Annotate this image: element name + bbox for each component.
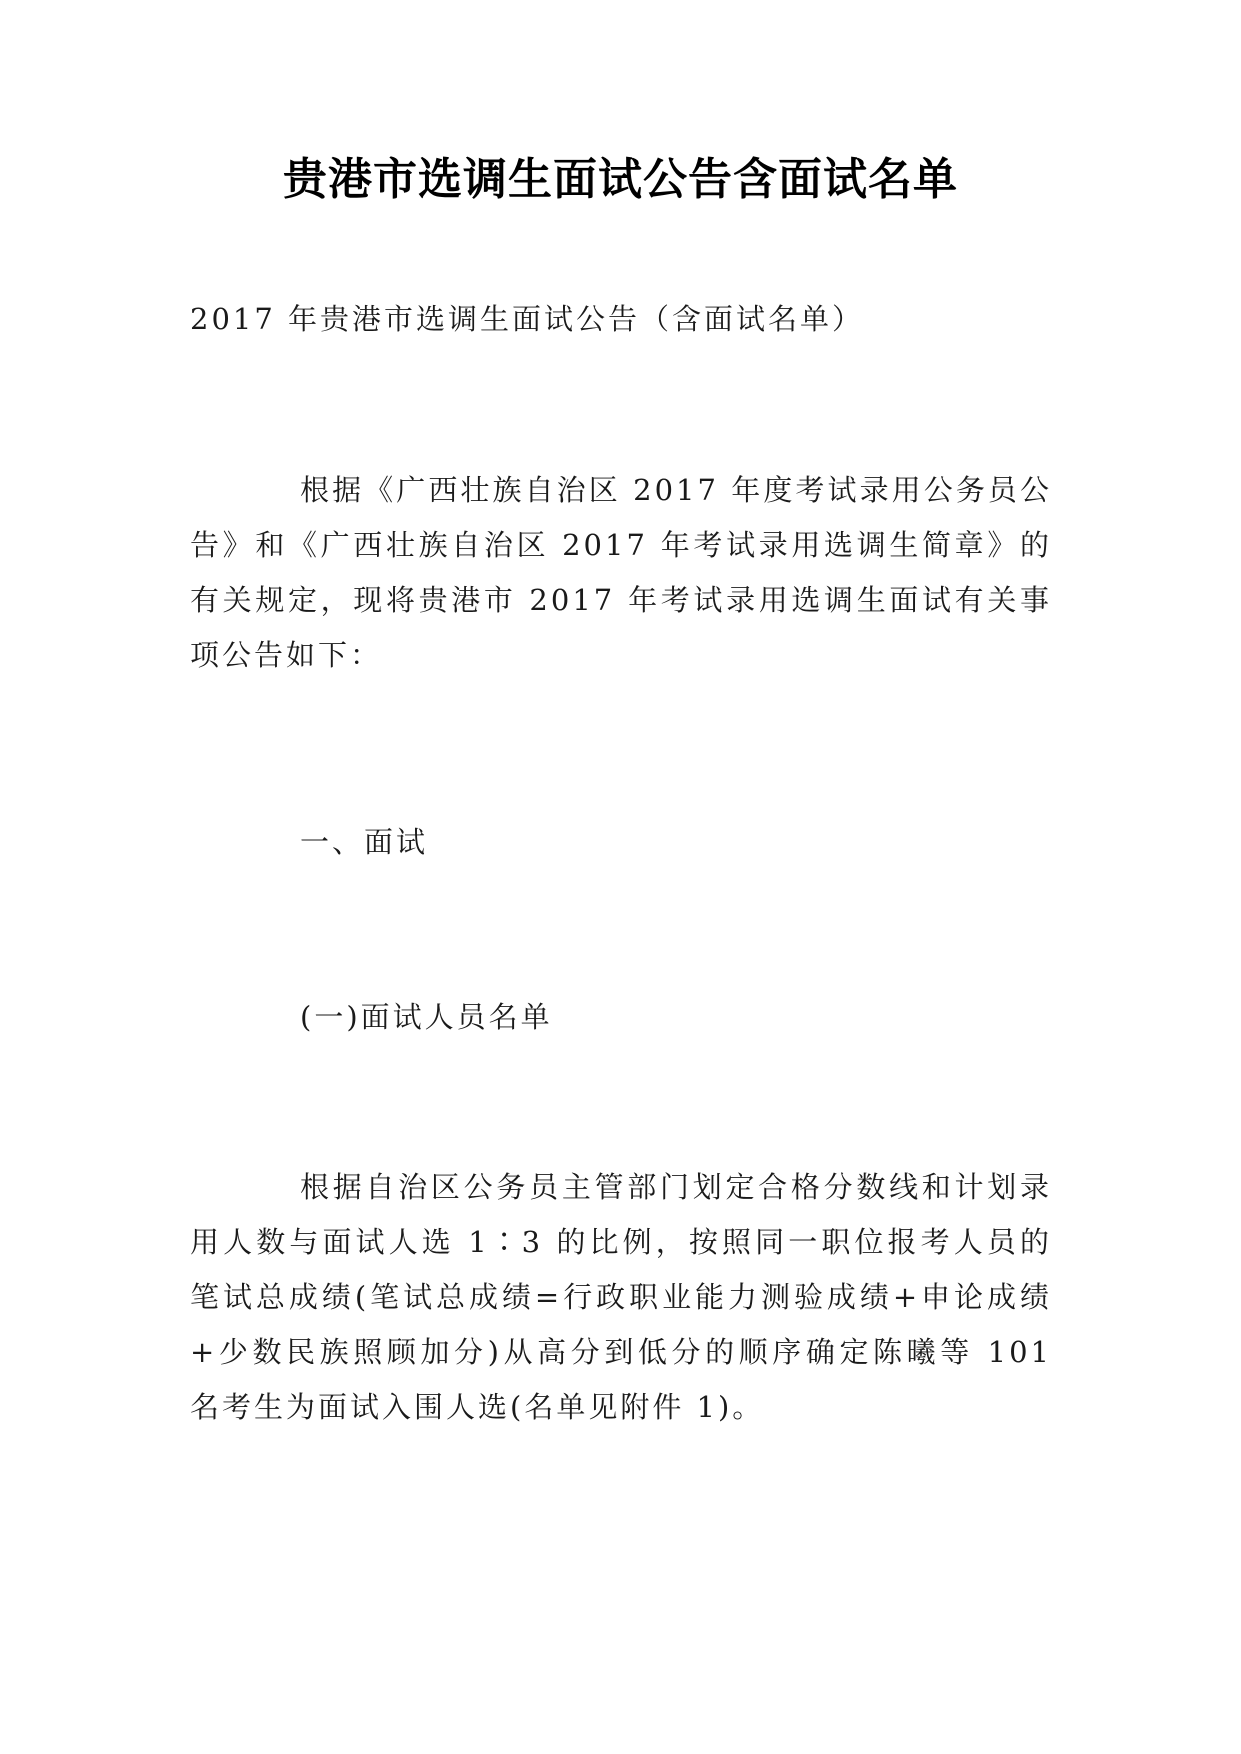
document-title: 贵港市选调生面试公告含面试名单 bbox=[283, 154, 958, 205]
intro-paragraph: 根据《广西壮族自治区 2017 年度考试录用公务员公告》和《广西壮族自治区 2017 年考试录用选调生简章》的有关规定，现将贵港市 2017 年考试录用选调生面试有关事项公告如下： bbox=[190, 473, 1052, 672]
subsection-heading-interview-list: (一)面试人员名单 bbox=[300, 1000, 553, 1034]
document-subtitle: 2017 年贵港市选调生面试公告（含面试名单） bbox=[190, 302, 865, 336]
section-heading-interview: 一、面试 bbox=[300, 825, 429, 859]
interview-list-paragraph: 根据自治区公务员主管部门划定合格分数线和计划录用人数与面试人选 1∶3 的比例，按照同一职位报考人员的笔试总成绩(笔试总成绩=行政职业能力测验成绩+申论成绩+少数民族照顾加分)从高分到低分的顺序确定陈曦等 101 名考生为面试入围人选(名单见附件 1)。 bbox=[190, 1170, 1052, 1424]
